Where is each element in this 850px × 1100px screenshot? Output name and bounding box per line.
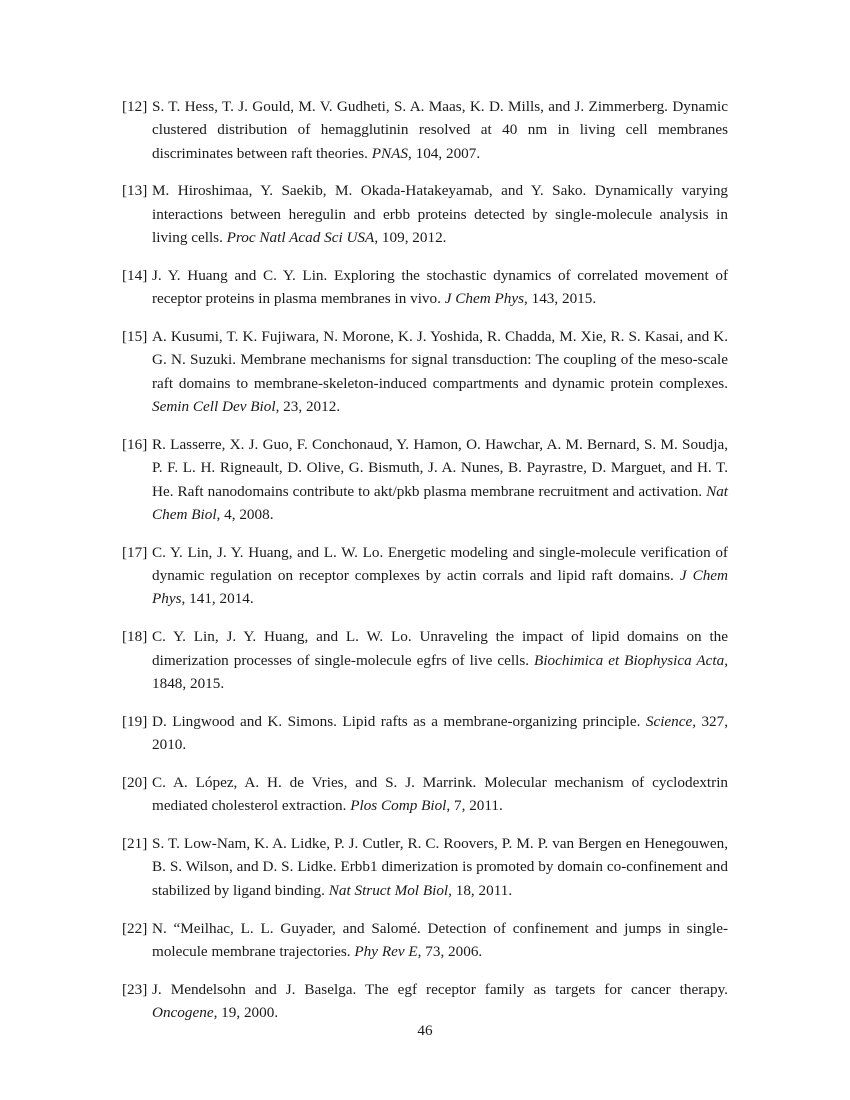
- reference-journal: Semin Cell Dev Biol: [152, 398, 276, 416]
- reference-volume-year: , 23, 2012.: [275, 398, 341, 416]
- reference-text: [152, 264, 728, 311]
- reference-journal: PNAS: [371, 144, 408, 162]
- reference-label: [23]: [122, 980, 148, 998]
- reference-text: [152, 179, 728, 249]
- reference-entry: [122, 541, 728, 611]
- reference-authors: C. Y. Lin, J. Y. Huang, and L. W. Lo.: [152, 543, 384, 561]
- reference-entry: [122, 625, 728, 695]
- reference-volume-year: , 73, 2006.: [417, 942, 483, 960]
- reference-authors: D. Lingwood and K. Simons.: [152, 712, 337, 730]
- reference-entry: [122, 264, 728, 311]
- reference-authors: A. Kusumi, T. K. Fujiwara, N. Morone, K. J. Yoshida, R. Chadda, M. Xie, R. S. Kasai, and K. G. N. Suzuki.: [152, 328, 728, 369]
- reference-volume-year: , 141, 2014.: [181, 590, 254, 608]
- reference-volume-year: , 109, 2012.: [374, 229, 447, 247]
- reference-journal: J Chem Phys: [152, 567, 728, 608]
- page-number: 46: [417, 1022, 433, 1039]
- reference-label: [14]: [122, 266, 148, 284]
- reference-text: [152, 541, 728, 611]
- reference-text: [152, 771, 728, 818]
- reference-authors: C. Y. Lin, J. Y. Huang, and L. W. Lo.: [152, 628, 412, 646]
- reference-text: [152, 710, 728, 757]
- reference-authors: N. “Meilhac, L. L. Guyader, and Salomé.: [152, 919, 421, 937]
- reference-title: Dynamic clustered distribution of hemagglutinin resolved at 40 nm in living cell membranes discriminates between raft theories.: [152, 98, 728, 162]
- reference-title: Lipid rafts as a membrane-organizing principle.: [342, 712, 641, 730]
- reference-title: Dynamically varying interactions between heregulin and erbb proteins detected by single-molecule analysis in living cells.: [152, 182, 729, 247]
- reference-journal: Science: [645, 712, 693, 730]
- reference-journal: Proc Natl Acad Sci USA: [226, 229, 375, 247]
- bibliography-list: [122, 95, 728, 1024]
- reference-title: The egf receptor family as targets for cancer therapy.: [365, 980, 728, 998]
- reference-volume-year: , 4, 2008.: [216, 505, 274, 523]
- reference-volume-year: , 104, 2007.: [408, 144, 481, 162]
- reference-volume-year: , 18, 2011.: [448, 881, 513, 899]
- reference-label: [13]: [122, 182, 148, 200]
- reference-authors: R. Lasserre, X. J. Guo, F. Conchonaud, Y. Hamon, O. Hawchar, A. M. Bernard, S. M. Soudja, P. F. L. H. Rigneault, D. Olive, G. Bismuth, J. A. Nunes, B. Payrastre, D. Marguet, and H. T. He.: [152, 435, 728, 500]
- reference-authors: J. Y. Huang and C. Y. Lin.: [152, 266, 328, 284]
- reference-label: [17]: [122, 543, 148, 561]
- reference-label: [20]: [122, 773, 148, 791]
- reference-label: [21]: [122, 835, 148, 853]
- reference-journal: J Chem Phys: [444, 290, 524, 308]
- reference-volume-year: , 327, 2010.: [152, 712, 729, 754]
- reference-volume-year: , 143, 2015.: [524, 290, 597, 308]
- reference-authors: J. Mendelsohn and J. Baselga.: [152, 980, 357, 998]
- reference-journal: Biochimica et Biophysica Acta: [534, 651, 725, 669]
- reference-title: Membrane mechanisms for signal transduction: The coupling of the meso-scale raft domains to membrane-skeleton-induced compartments and dynamic protein complexes.: [152, 351, 728, 392]
- reference-entry: [122, 978, 728, 1025]
- reference-journal: Oncogene: [152, 1004, 214, 1021]
- reference-volume-year: , 19, 2000.: [213, 1004, 279, 1021]
- reference-journal: Nat Struct Mol Biol: [328, 881, 449, 899]
- reference-title: Unraveling the impact of lipid domains on the dimerization processes of single-molecule egfrs of live cells.: [152, 628, 728, 669]
- reference-text: [152, 325, 728, 418]
- reference-journal: Nat Chem Biol: [152, 482, 729, 523]
- reference-entry: [122, 710, 728, 757]
- reference-entry: [122, 433, 728, 526]
- reference-title: Raft nanodomains contribute to akt/pkb plasma membrane recruitment and activation.: [177, 482, 703, 500]
- reference-volume-year: , 1848, 2015.: [152, 651, 729, 692]
- reference-entry: [122, 832, 728, 902]
- reference-title: Molecular mechanism of cyclodextrin mediated cholesterol extraction.: [152, 773, 729, 815]
- reference-text: [152, 95, 728, 165]
- reference-text: [152, 832, 728, 902]
- reference-text: [152, 625, 728, 695]
- reference-entry: [122, 95, 728, 165]
- reference-text: [152, 978, 728, 1025]
- reference-entry: [122, 771, 728, 818]
- reference-authors: C. A. López, A. H. de Vries, and S. J. Marrink.: [152, 773, 477, 791]
- reference-label: [15]: [122, 328, 148, 346]
- reference-volume-year: , 7, 2011.: [446, 797, 503, 815]
- reference-journal: Plos Comp Biol: [350, 797, 447, 815]
- reference-authors: S. T. Hess, T. J. Gould, M. V. Gudheti, S. A. Maas, K. D. Mills, and J. Zimmerberg.: [152, 98, 668, 115]
- reference-label: [18]: [122, 628, 148, 646]
- reference-authors: M. Hiroshimaa, Y. Saekib, M. Okada-Hatakeyamab, and Y. Sako.: [152, 182, 587, 200]
- reference-title: Detection of confinement and jumps in single-molecule membrane trajectories.: [152, 919, 729, 960]
- reference-title: Energetic modeling and single-molecule verification of dynamic regulation on receptor complexes by actin corrals and lipid raft domains.: [152, 543, 728, 585]
- reference-text: [152, 917, 728, 964]
- reference-label: [19]: [122, 712, 148, 730]
- reference-journal: Phy Rev E: [354, 942, 418, 960]
- reference-title: Exploring the stochastic dynamics of correlated movement of receptor proteins in plasma membranes in vivo.: [152, 266, 729, 308]
- reference-title: Erbb1 dimerization is promoted by domain co-confinement and stabilized by ligand binding.: [152, 858, 728, 899]
- reference-entry: [122, 917, 728, 964]
- reference-entry: [122, 179, 728, 249]
- reference-entry: [122, 325, 728, 418]
- reference-label: [12]: [122, 98, 148, 115]
- reference-text: [152, 433, 728, 526]
- reference-authors: S. T. Low-Nam, K. A. Lidke, P. J. Cutler, R. C. Roovers, P. M. P. van Bergen en Henegouwen, B. S. Wilson, and D. S. Lidke.: [152, 835, 728, 876]
- reference-label: [22]: [122, 919, 148, 937]
- reference-label: [16]: [122, 435, 148, 453]
